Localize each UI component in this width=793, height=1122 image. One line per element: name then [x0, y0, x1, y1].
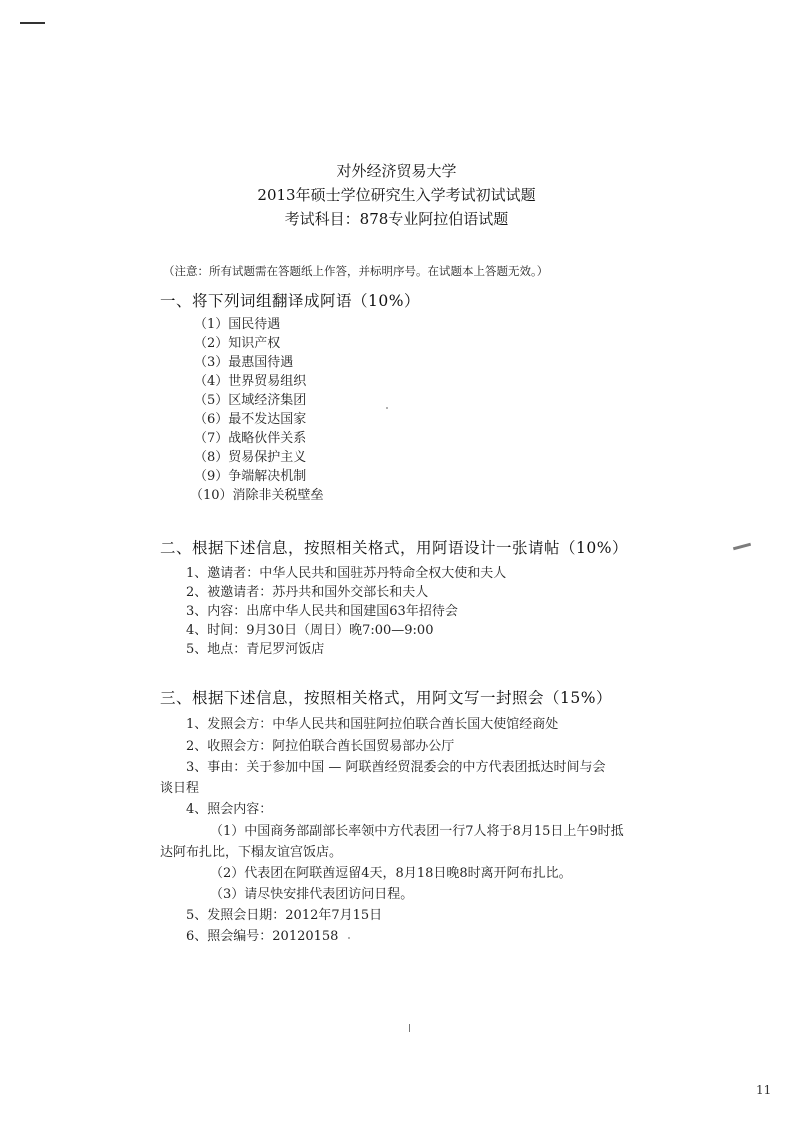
section3-heading: 三、根据下述信息，按照相关格式，用阿文写一封照会（15%） [160, 689, 612, 707]
exam-title: 2013年硕士学位研究生入学考试初试试题 [257, 186, 536, 204]
list-item: （8）贸易保护主义 [194, 450, 307, 465]
list-item: （4）世界贸易组织 [194, 374, 307, 389]
corner-scan-mark [20, 22, 45, 24]
scan-speck [386, 407, 388, 409]
list-item: （7）战略伙伴关系 [194, 431, 307, 446]
page-number: 11 [756, 1083, 772, 1097]
list-item: （6）最不发达国家 [194, 412, 307, 427]
list-item: 1、邀请者：中华人民共和国驻苏丹特命全权大使和夫人 [186, 566, 507, 581]
section2-heading: 二、根据下述信息，按照相关格式，用阿语设计一张请帖（10%） [160, 539, 628, 557]
section1-list [190, 315, 324, 505]
list-item: 6、照会编号：20120158 [186, 929, 339, 944]
section1-heading: 一、将下列词组翻译成阿语（10%） [160, 292, 420, 310]
sub-item: （1）中国商务部副部长率领中方代表团一行7人将于8月15日上午9时抵 [210, 824, 624, 839]
list-item: 5、地点：青尼罗河饭店 [186, 642, 325, 657]
exam-subject: 考试科目：878专业阿拉伯语试题 [284, 210, 509, 228]
sub-item-continuation: 达阿布扎比，下榻友谊宫饭店。 [160, 845, 343, 860]
list-item: （9）争端解决机制 [194, 469, 307, 484]
sub-item: （2）代表团在阿联酋逗留4天，8月18日晚8时离开阿布扎比。 [210, 866, 572, 881]
list-item: 1、发照会方：中华人民共和国驻阿拉伯联合酋长国大使馆经商处 [186, 717, 559, 732]
sub-item: （3）请尽快安排代表团访问日程。 [210, 887, 414, 902]
list-item: （10）消除非关税壁垒 [190, 488, 324, 503]
pen-scribble [733, 543, 751, 551]
list-item: （2）知识产权 [194, 336, 281, 351]
list-item-continuation: 谈日程 [160, 781, 200, 796]
list-item: 3、事由：关于参加中国 — 阿联酋经贸混委会的中方代表团抵达时间与会 [186, 760, 606, 775]
list-item: 2、被邀请者：苏丹共和国外交部长和夫人 [186, 585, 429, 600]
center-page-mark [409, 1024, 410, 1032]
list-item: 3、内容：出席中华人民共和国建国63年招待会 [186, 604, 458, 619]
section2-list [186, 564, 506, 659]
list-item: 5、发照会日期：2012年7月15日 [186, 908, 383, 923]
list-item: 2、收照会方：阿拉伯联合酋长国贸易部办公厅 [186, 739, 455, 754]
exam-note: （注意：所有试题需在答题纸上作答，并标明序号。在试题本上答题无效。） [163, 264, 549, 278]
list-item: （5）区域经济集团 [194, 393, 307, 408]
list-item: 4、时间：9月30日（周日）晚7:00—9:00 [186, 623, 434, 638]
list-item: 4、照会内容： [186, 802, 273, 817]
university-name: 对外经济贸易大学 [336, 162, 457, 180]
list-item: （3）最惠国待遇 [194, 355, 294, 370]
list-item: （1）国民待遇 [194, 317, 281, 332]
scan-speck [348, 937, 350, 939]
